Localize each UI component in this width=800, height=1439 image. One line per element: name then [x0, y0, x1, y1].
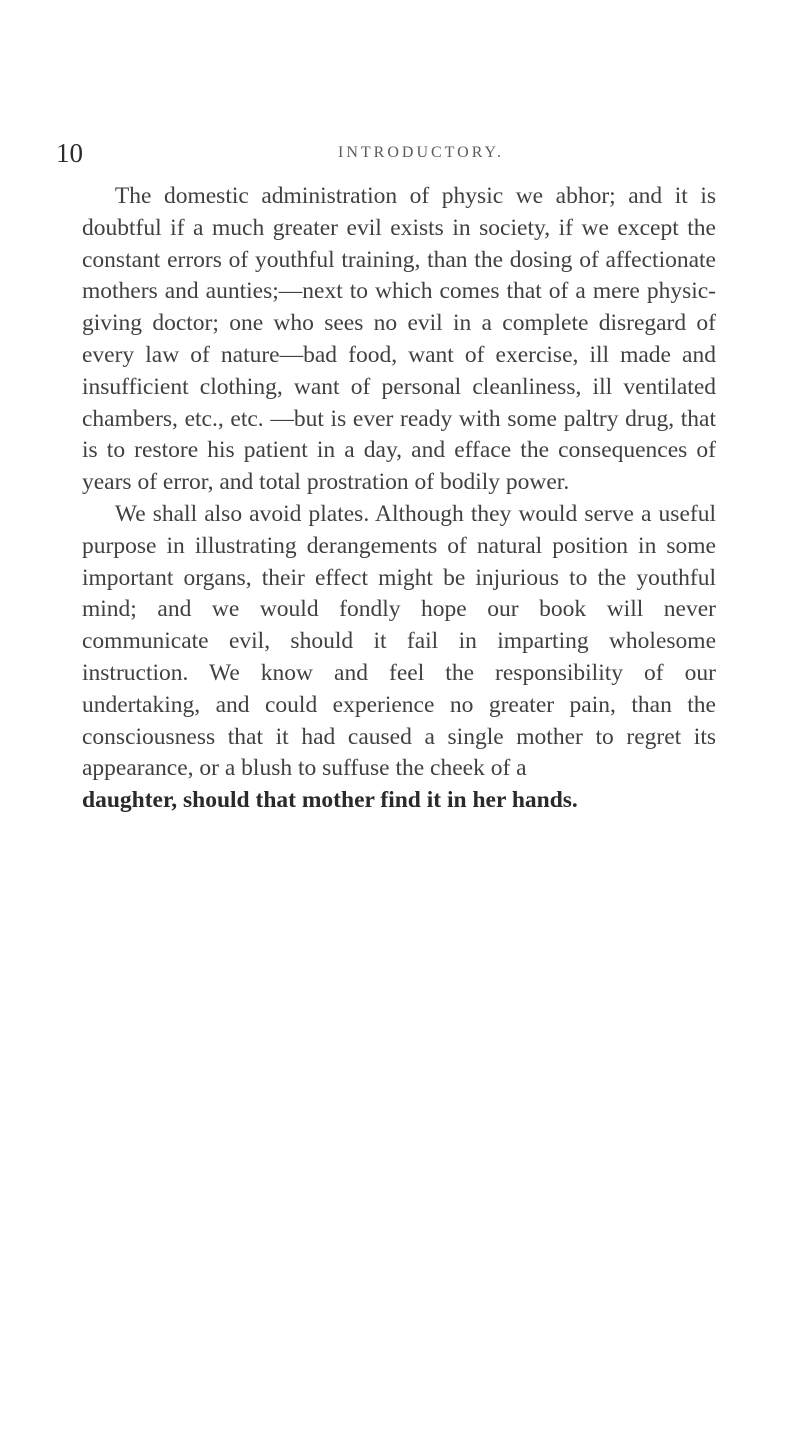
page-number: 10	[56, 138, 83, 168]
page-header	[56, 138, 746, 168]
closing-line: daughter, should that mother find it in her hands.	[82, 787, 578, 814]
body-text	[82, 181, 716, 817]
running-head: INTRODUCTORY.	[338, 144, 504, 161]
paragraph: The domestic administration of physic we abhor; and it is doubtful if a much greater evil exists in society, if we except the constant errors of youthful training, than the dosing of affectionate mothers and aunties;—next to which comes that of a mere physic-giving doctor; one who sees no evil in a complete disregard of every law of nature—bad food, want of exercise, ill made and insufficient clothing, want of personal cleanliness, ill ventilated chambers, etc., etc. —but is ever ready with some paltry drug, that is to restore his patient in a day, and efface the consequences of years of error, and total prostration of bodily power.	[82, 183, 716, 496]
paragraph: We shall also avoid plates. Although they would serve a useful purpose in illustrating derangements of natural position in some important organs, their effect might be injurious to the youthful mind; and we would fondly hope our book will never communicate evil, should it fail in imparting wholesome instruction. We know and feel the responsibility of our undertaking, and could experience no greater pain, than the consciousness that it had caused a single mother to regret its appearance, or a blush to suffuse the cheek of a	[82, 500, 716, 782]
